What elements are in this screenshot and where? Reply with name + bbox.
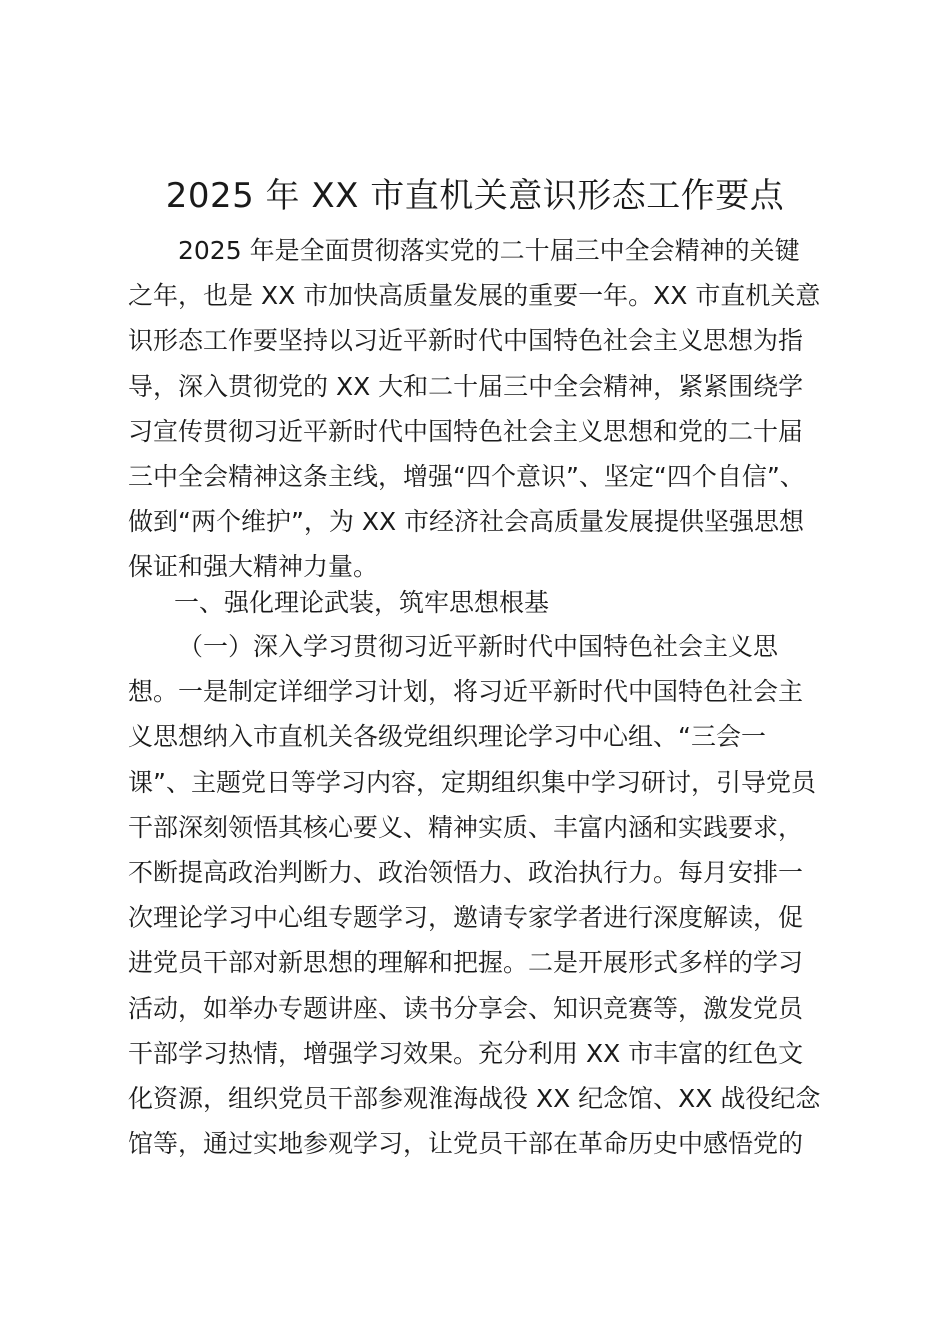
- paragraph-line: 之年，也是 XX 市加快高质量发展的重要一年。XX 市直机关意: [128, 281, 821, 311]
- paragraph-line: 干部深刻领悟其核心要义、精神实质、丰富内涵和实践要求，: [128, 812, 804, 842]
- paragraph-line: 义思想纳入市直机关各级党组织理论学习中心组、“三会一: [128, 722, 766, 752]
- paragraph-section-1-1: [128, 624, 833, 1166]
- paragraph-line: 导，深入贯彻党的 XX 大和二十届三中全会精神，紧紧围绕学: [128, 371, 804, 401]
- paragraph-line: 干部学习热情，增强学习效果。充分利用 XX 市丰富的红色文: [128, 1038, 804, 1068]
- paragraph-line: 次理论学习中心组专题学习，邀请专家学者进行深度解读，促: [128, 903, 804, 933]
- paragraph-line: 做到“两个维护”，为 XX 市经济社会高质量发展提供坚强思想: [128, 507, 805, 537]
- document-title: 2025 年 XX 市直机关意识形态工作要点: [165, 176, 785, 216]
- paragraph-line: 识形态工作要坚持以习近平新时代中国特色社会主义思想为指: [128, 326, 804, 356]
- paragraph-line: 活动，如举办专题讲座、读书分享会、知识竞赛等，激发党员: [128, 993, 804, 1023]
- paragraph-line: 课”、主题党日等学习内容，定期组织集中学习研讨，引导党员: [128, 767, 816, 797]
- paragraph-line: 进党员干部对新思想的理解和把握。二是开展形式多样的学习: [128, 948, 804, 978]
- paragraph-line: 三中全会精神这条主线，增强“四个意识”、坚定“四个自信”、: [128, 461, 805, 491]
- paragraph-line: （一）深入学习贯彻习近平新时代中国特色社会主义思: [178, 632, 779, 661]
- paragraph-line: 不断提高政治判断力、政治领悟力、政治执行力。每月安排一: [128, 857, 804, 887]
- paragraph-line: 保证和强大精神力量。: [128, 552, 379, 582]
- paragraph-line: 化资源，组织党员干部参观淮海战役 XX 纪念馆、XX 战役纪念: [128, 1083, 821, 1113]
- paragraph-line: 2025 年是全面贯彻落实党的二十届三中全会精神的关键: [178, 236, 800, 265]
- paragraph-line: 馆等，通过实地参观学习，让党员干部在革命历史中感悟党的: [128, 1129, 804, 1159]
- paragraph-line: 习宣传贯彻习近平新时代中国特色社会主义思想和党的二十届: [128, 416, 804, 446]
- paragraph-intro: [128, 228, 833, 590]
- section-heading: [128, 580, 833, 625]
- paragraph-line: 想。一是制定详细学习计划，将习近平新时代中国特色社会主: [128, 677, 804, 707]
- section-heading-text: 一、强化理论武装，筑牢思想根基: [174, 588, 550, 617]
